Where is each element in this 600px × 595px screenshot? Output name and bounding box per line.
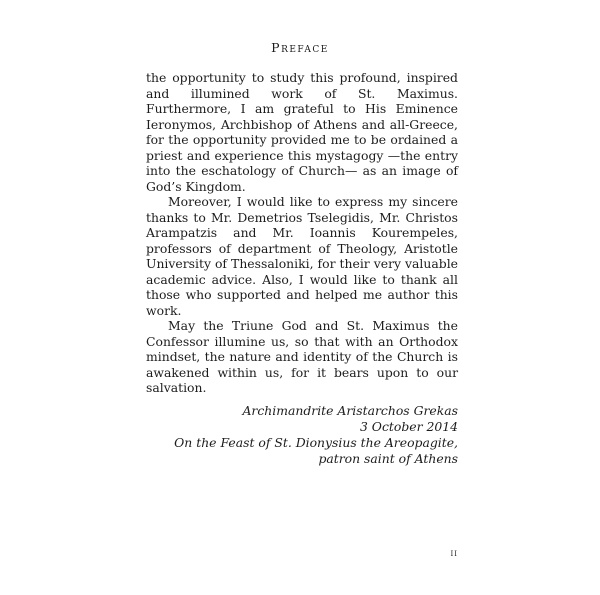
running-head: Preface [271,40,329,55]
paragraph-continuation: the opportunity to study this profound, inspired and illumined work of St. Maximus. Furthermore, I am grateful to His Eminence Ieronymos, Archbishop of Athens and all-Greece, for the opportunity provided me to be ordained a priest and experience this mystagogy —the entry into the eschatology of Church— as an image of God’s Kingdom. [146,70,458,194]
paragraph-blessing: May the Triune God and St. Maximus the Confessor illumine us, so that with an Orthodox mindset, the nature and identity of the Church is awakened within us, for it bears upon to our salvation. [146,318,458,395]
signature-name: Archimandrite Aristarchos Grekas [242,403,458,418]
signature-occasion-line2: patron saint of Athens [318,451,458,466]
signature-date: 3 October 2014 [359,419,458,434]
signature-block [146,403,458,467]
signature-occasion-line1: On the Feast of St. Dionysius the Areopagite, [174,435,458,450]
paragraph-thanks: Moreover, I would like to express my sincere thanks to Mr. Demetrios Tselegidis, Mr. Christos Arampatzis and Mr. Ioannis Kourempeles, professors of department of Theology, Aristotle University of Thessaloniki, for their very valuable academic advice. Also, I would like to thank all those who supported and helped me author this work. [146,194,458,318]
body-text [146,70,458,396]
page-number: ii [450,548,458,559]
